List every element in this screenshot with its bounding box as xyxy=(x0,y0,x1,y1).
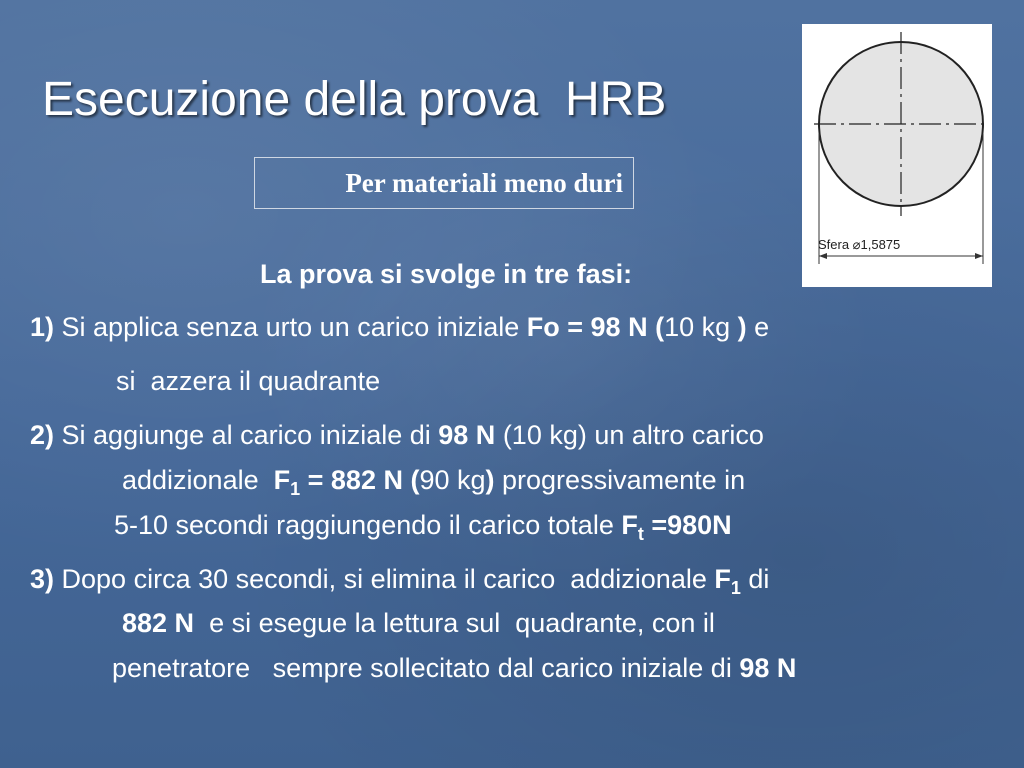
step-2-line-1 xyxy=(30,419,764,451)
step-1-load-bold: Fo = 98 N ( xyxy=(526,312,665,342)
step-2-ft-value: =980N xyxy=(643,510,732,540)
step-2-ft-symbol: F xyxy=(621,510,638,540)
subtitle-text: Per materiali meno duri xyxy=(345,168,623,198)
step-2-paren: ) xyxy=(485,465,495,495)
step-1-line-2: si azzera il quadrante xyxy=(116,366,381,396)
step-3-line-3 xyxy=(112,652,796,684)
sphere-label: Sfera ⌀1,5875 xyxy=(818,237,901,252)
step-2-f-symbol: F xyxy=(273,465,291,495)
step-2-kg: 90 kg xyxy=(419,465,486,495)
step-3-text: Dopo circa 30 secondi, si elimina il carico addizionale xyxy=(61,564,715,594)
slide-title: Esecuzione della prova HRB xyxy=(42,73,667,126)
step-1-line-1 xyxy=(30,311,769,343)
step-2-progressive: progressivamente in xyxy=(494,465,746,495)
step-3-load-bold: 882 N xyxy=(122,608,195,638)
step-2-ft-subscript: t xyxy=(637,524,644,544)
step-2-text: Si aggiunge al carico iniziale di xyxy=(61,420,439,450)
step-2-line-2 xyxy=(122,464,746,499)
step-1-paren: ) xyxy=(737,312,747,342)
step-3-penetrator-text: penetratore sempre sollecitato dal carico iniziale di xyxy=(112,653,740,683)
step-1-text: Si applica senza urto un carico iniziale xyxy=(61,312,527,342)
step-3-f-subscript: 1 xyxy=(730,578,741,598)
step-2-load-bold: 98 N xyxy=(438,420,496,450)
step-2-text-end: (10 kg) un altro carico xyxy=(495,420,764,450)
step-2-f-value: = 882 N ( xyxy=(300,465,420,495)
step-2-total-text: 5-10 secondi raggiungendo il carico totale xyxy=(114,510,622,540)
step-1-number: 1) xyxy=(30,312,55,342)
step-1-load-kg: 10 kg xyxy=(664,312,738,342)
step-3-number: 3) xyxy=(30,564,55,594)
step-3-of: di xyxy=(740,564,770,594)
step-3-line-2 xyxy=(122,607,715,639)
step-3-f-symbol: F xyxy=(714,564,731,594)
step-3-initial-load: 98 N xyxy=(739,653,797,683)
step-2-number: 2) xyxy=(30,420,55,450)
step-2-f-subscript: 1 xyxy=(290,479,301,499)
step-3-reading-text: e si esegue la lettura sul quadrante, con il xyxy=(194,608,715,638)
intro-text: La prova si svolge in tre fasi: xyxy=(260,259,633,289)
step-2-line-3 xyxy=(114,509,732,544)
step-3-line-1 xyxy=(30,563,770,598)
step-2-additional: addizionale xyxy=(122,465,274,495)
step-1-and: e xyxy=(746,312,770,342)
